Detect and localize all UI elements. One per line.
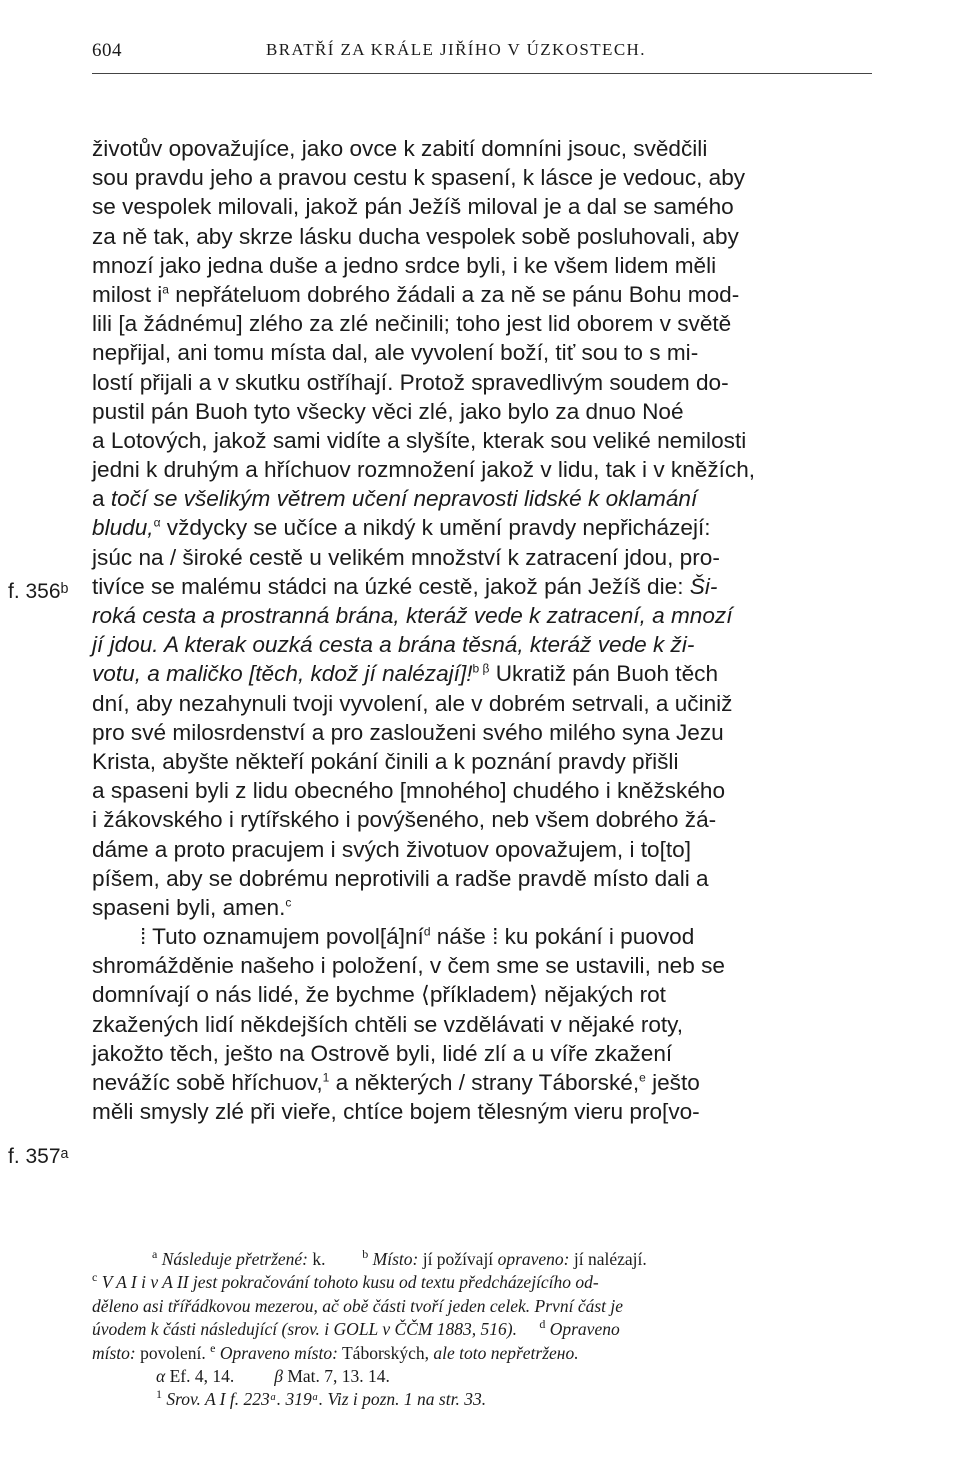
text-line: bludu,$^\alpha$ vždycky se učíce a nikdý k umění pravdy nepřicházejí: xyxy=(92,515,711,541)
main-text xyxy=(92,134,882,1126)
text-line: pro své milosrdenství a pro zaslouženi svého milého syna Jezu xyxy=(92,719,724,745)
text-line: domnívají o nás lidé, že bychme ⟨příkladem⟩ nějakých rot xyxy=(92,982,666,1008)
text-line: sou pravdu jeho a pravou cestu k spasení, k lásce je vedouc, aby xyxy=(92,165,746,191)
footnote-ref: a xyxy=(162,282,169,297)
page-number: 604 xyxy=(92,40,122,61)
footnote-line: děleno asi třířádkovou mezerou, ač obě části tvoří jeden celek. První část je xyxy=(92,1295,624,1316)
running-title: BRATŘÍ ZA KRÁLE JIŘÍHO V ÚZKOSTECH. xyxy=(266,40,646,59)
footnote-ref: d xyxy=(423,924,431,939)
text-line: zkažených lidí někdejších chtěli se vzdělávati v nějaké roty, xyxy=(92,1011,684,1037)
text-line: měli smysly zlé při vieře, chtíce bojem tělesným vieru pro[vo- xyxy=(92,1099,700,1125)
text-line: píšem, aby se dobrému neprotivili a radše pravdě místo dali a xyxy=(92,865,709,891)
text-line: jsúc na / široké cestě u velikém množství k zatracení jdou, pro- xyxy=(92,544,720,570)
footnote-ref: b β xyxy=(472,661,490,676)
footnote-ref: e xyxy=(639,1070,646,1085)
footnote-line: úvodem k části následující (srov. i GOLL v ČČM 1883, 516). $^d$ Opraveno xyxy=(92,1317,620,1340)
text-line: Krista, abyšte někteří pokání činili a k poznání pravdy přišli xyxy=(92,748,679,774)
text-line: lostí přijali a v skutku ostříhají. Protož spravedlivým soudem do- xyxy=(92,369,729,395)
text-line: životův opovažujíce, jako ovce k zabití domníni jsouc, svědčili xyxy=(92,136,708,161)
footnote-line: místo: povolení. $^e$ Opraveno místo: Táborských, ale toto nepřetržено. xyxy=(92,1340,579,1363)
text-line: i žákovského i rytířského i povýšeného, neb všem dobrého žá- xyxy=(92,807,717,833)
text-line: jí jdou. A kterak ouzká cesta a brána těsná, kteráž vede k ži- xyxy=(92,632,695,658)
text-line: milost $i^a$ nepřáteluom dobrého žádali a za ně se pánu Bohu mod- xyxy=(92,281,740,307)
text-line: lili [a žádnému] zlého za zlé nečinili; toho jest lid oborem v světě xyxy=(92,311,732,337)
text-line: jedni k druhým a hříchuov rozmnožení jakož v lidu, tak i v kněžích, xyxy=(92,457,756,483)
text-line: jakožto těch, ješto na Ostrově byli, lidé zlí a u víře zkažení xyxy=(92,1040,673,1066)
footnote-line: α Ef. 4, 14. β Mat. 7, 13. 14. xyxy=(156,1365,390,1386)
header-rule xyxy=(92,73,872,74)
text-line: votu, a maličko [těch, kdož jí nalézají]!$^{b \beta}$ Ukratiž pán Buoh těch xyxy=(92,661,719,687)
text-line: nevážíc sobě hříchuov,$^1$ a některých / strany Táborské,$^e$ ješto xyxy=(92,1070,700,1095)
text-line: spaseni byli, amen.$^c$ xyxy=(92,894,292,920)
text-line: a Lotových, jakož sami vidíte a slyšíte, kterak sou veliké nemilosti xyxy=(92,427,747,453)
text-line: dní, aby nezahynuli tvoji vyvolení, ale v dobrém setrvali, a učiniž xyxy=(92,690,733,716)
footnote-line: $^1$ Srov. A I f. 223ᵃ. 319ᵃ. Viz i pozn. 1 na str. 33. xyxy=(156,1387,487,1410)
margin-folio-357a: f. 357ᵃ xyxy=(8,1145,69,1168)
text-line: tivíce se malému stádci na úzké cestě, jakož pán Ježíš die: Ši- xyxy=(92,573,718,599)
footnote-ref: 1 xyxy=(322,1070,330,1085)
text-line: shromážděnie našeho i položení, v čem sme se ustavili, neb se xyxy=(92,953,725,979)
footnote-line: $^a$ Následuje přetržené: k. $^b$ Místo: jí požívají opraveno: jí nalézají. xyxy=(152,1247,647,1269)
text-line: se vespolek milovali, jakož pán Ježíš miloval je a dal se samého xyxy=(92,194,734,220)
footnote-line: $^c$ V A I i v A II jest pokračování tohoto kusu od textu předcházejícího od- xyxy=(92,1270,599,1293)
text-line: a spaseni byli z lidu obecného [mnohého] chudého i kněžského xyxy=(92,778,726,804)
text-line: ⁞ Tuto oznamujem $povol[á]ní^d$ náše ⁞ ku pokání i puovod xyxy=(140,924,695,950)
text-line: za ně tak, aby skrze lásku ducha vespolek sobě posluhovali, aby xyxy=(92,223,739,249)
footnotes xyxy=(92,1248,882,1412)
text-line: roká cesta a prostranná brána, kteráž vede k zatracení, a mnozí xyxy=(92,603,733,628)
footnote-ref: α xyxy=(153,515,161,530)
text-line: pustil pán Buoh tyto všecky věci zlé, jako bylo za dnuo Noé xyxy=(92,398,684,424)
text-line: nepřijal, ani tomu místa dal, ale vyvolení boží, tiť sou to s mi- xyxy=(92,340,699,366)
margin-folio-356b: f. 356ᵇ xyxy=(8,580,69,603)
text-line: dáme a proto pracujem i svých životuov opovažujem, i to[to] xyxy=(92,836,692,862)
text-line: mnozí jako jedna duše a jedno srdce byli, i ke všem lidem měli xyxy=(92,252,717,278)
footnote-ref: c xyxy=(285,895,292,910)
page-header xyxy=(92,40,872,70)
text-line: a točí se všelikým větrem učení nepravosti lidské k oklamání xyxy=(92,486,698,512)
